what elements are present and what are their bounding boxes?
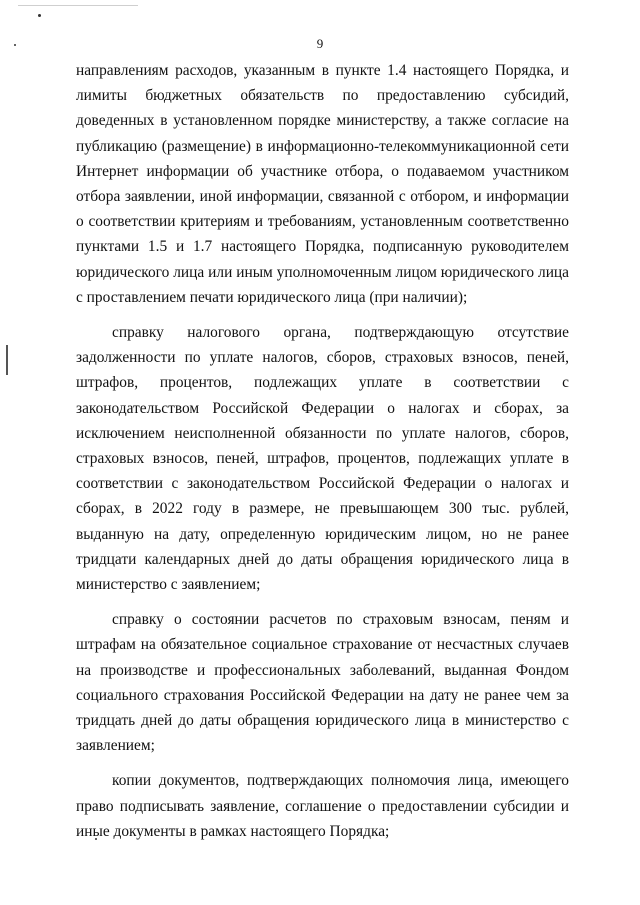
scan-speck (38, 14, 41, 17)
scan-margin-mark (6, 345, 8, 375)
paragraph: копии документов, подтверждающих полномочия лица, имеющего право подписывать заявление, соглашение о предоставлении субсидии и иные документы в рамках настоящего Порядка; (76, 772, 569, 840)
paragraph: справку о состоянии расчетов по страховым взносам, пеням и штрафам на обязательное социальное страхование от несчастных случаев на производстве и профессиональных заболеваний, выданная Фондом социального страхования Российской Федерации на дату не ранее чем за тридцать дней до даты обращения юридического лица в министерство с заявлением; (76, 611, 569, 755)
paragraph: справку налогового органа, подтверждающую отсутствие задолженности по уплате налогов, сборов, страховых взносов, пеней, штрафов, процентов, подлежащих уплате в соответствии с законодательством Российской Федерации о налогах и сборах, за исключением неисполненной обязанности по уплате налогов, сборов, страховых взносов, пеней, штрафов, процентов, подлежащих уплате в соответствии с законодательством Российской Федерации о налогах и сборах, в 2022 году в размере, не превышающем 300 тыс. рублей, выданную на дату, определенную юридическим лицом, но не ранее тридцати календарных дней до даты обращения юридического лица в министерство с заявлением; (76, 324, 569, 594)
document-body (76, 58, 569, 854)
paragraph: направлениям расходов, указанным в пункте 1.4 настоящего Порядка, и лимиты бюджетных обязательств по предоставлению субсидий, доведенных в установленном порядке министерству, а также согласие на публикацию (размещение) в информационно-телекоммуникационной сети Интернет информации об участнике отбора, о подаваемом участником отбора заявлении, иной информации, связанной с отбором, и информации о соответствии критериям и требованиям, установленным соответственно пунктами 1.5 и 1.7 настоящего Порядка, подписанную руководителем юридического лица или иным уполномоченным лицом юридического лица с проставлением печати юридического лица (при наличии); (76, 62, 569, 306)
scan-artifact-line (18, 5, 138, 6)
page-number: 9 (316, 36, 324, 51)
